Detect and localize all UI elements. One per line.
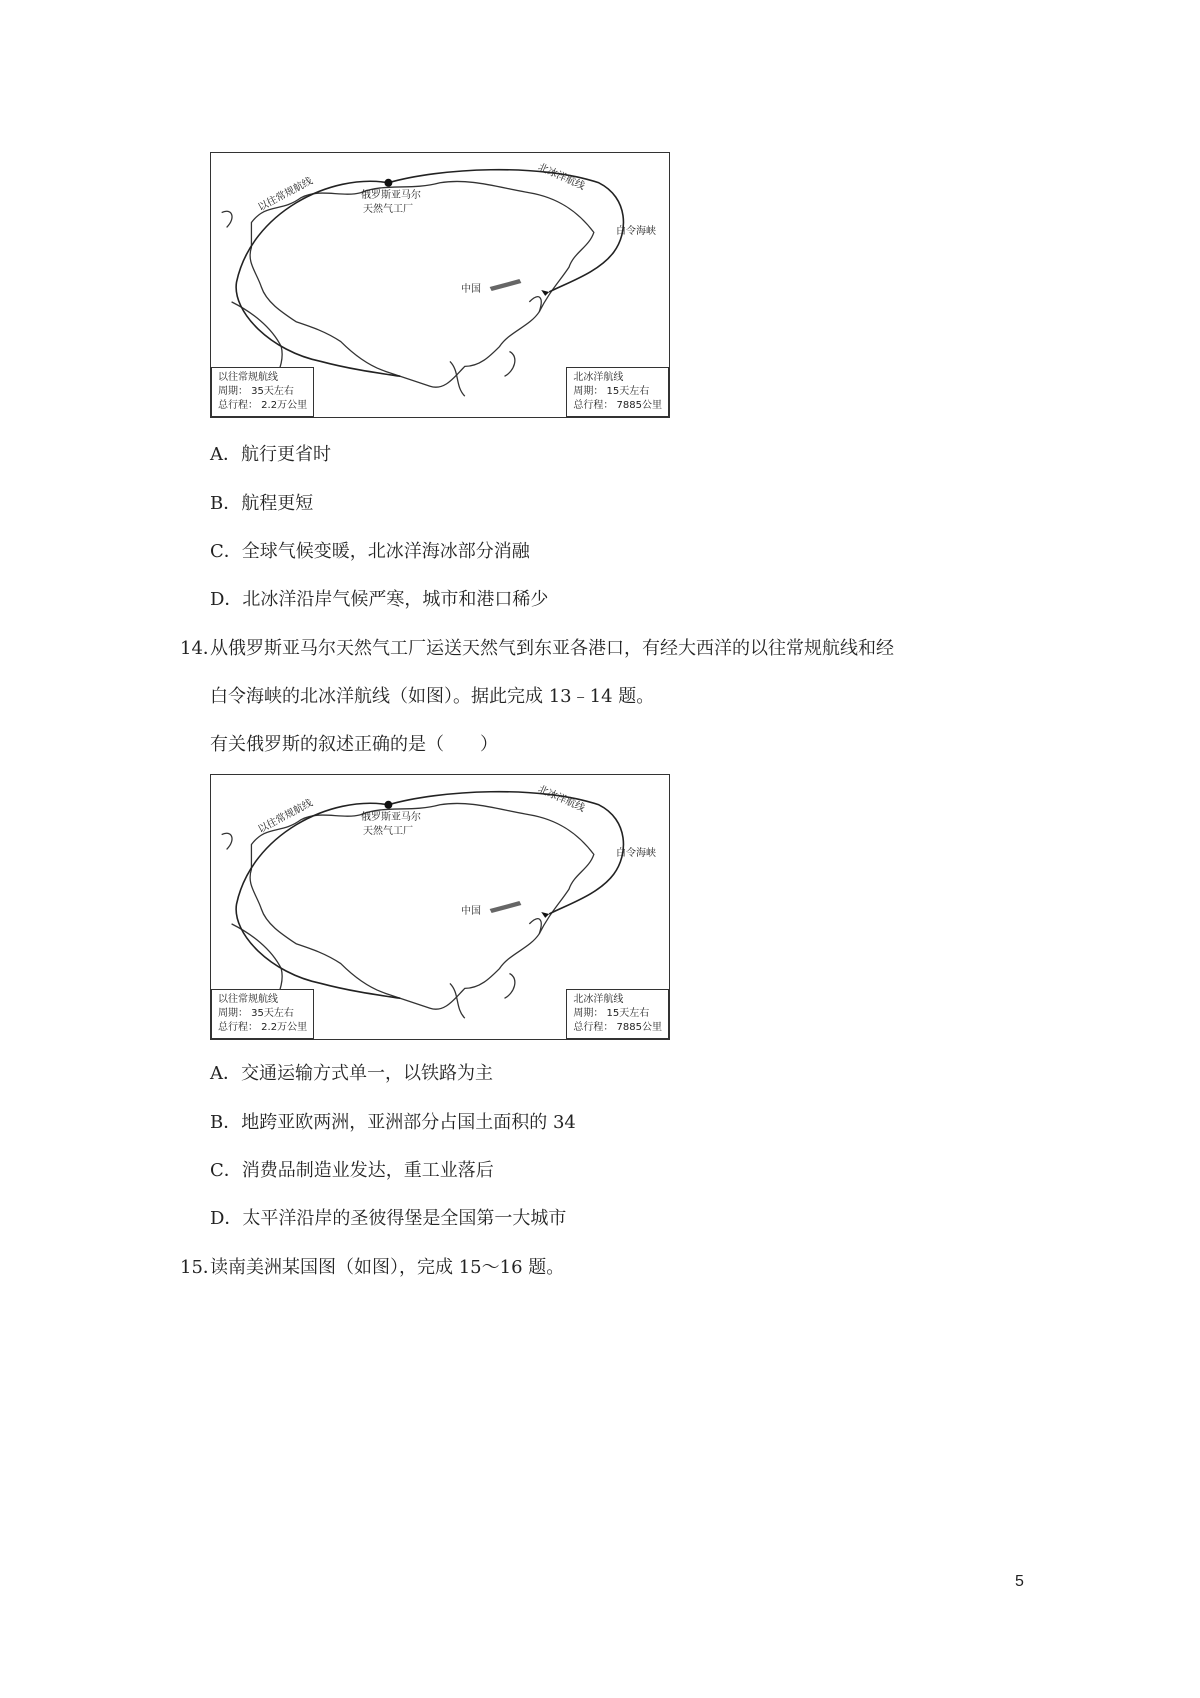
page-number: 5: [1015, 1573, 1024, 1590]
q13-option-d: D．北冰洋沿岸气候严寒，城市和港口稀少: [210, 589, 549, 610]
factory-label-1: 俄罗斯亚马尔: [361, 190, 421, 201]
arrow-marker: [541, 290, 549, 296]
arctic-box-cycle: 周期： 15天左右: [573, 386, 650, 397]
bering-label: 白令海峡: [616, 848, 656, 859]
old-box-distance: 总行程： 2.2万公里: [218, 1022, 308, 1033]
shading-patch: [490, 279, 522, 291]
old-route-label: 以往常规航线: [256, 797, 315, 836]
arctic-box-distance: 总行程： 7885公里: [573, 1022, 662, 1033]
q14-option-a: A．交通运输方式单一，以铁路为主: [210, 1063, 493, 1084]
shading-patch: [490, 901, 522, 913]
q14-number: 14．: [180, 638, 221, 659]
q14-prompt: 有关俄罗斯的叙述正确的是（ ）: [210, 734, 498, 755]
q14-option-d: D．太平洋沿岸的圣彼得堡是全国第一大城市: [210, 1208, 567, 1229]
q13-option-b: B．航程更短: [210, 493, 314, 514]
arctic-route-label: 北冰洋航线: [536, 161, 587, 193]
q15-text: 读南美洲某国图（如图），完成 15～16 题。: [210, 1257, 565, 1278]
arctic-box-cycle: 周期： 15天左右: [573, 1008, 650, 1019]
arctic-route-box: [566, 367, 669, 417]
q15-number: 15．: [180, 1257, 221, 1278]
china-label: 中国: [461, 906, 481, 917]
factory-marker: [384, 179, 392, 187]
old-box-cycle: 周期： 35天左右: [218, 1008, 294, 1019]
arrow-marker: [541, 912, 549, 918]
old-route-label: 以往常规航线: [256, 175, 315, 214]
china-label: 中国: [461, 284, 481, 295]
q14-line-1: 从俄罗斯亚马尔天然气工厂运送天然气到东亚各港口，有经大西洋的以往常规航线和经: [210, 638, 894, 659]
old-box-distance: 总行程： 2.2万公里: [218, 400, 308, 411]
arctic-box-title: 北冰洋航线: [573, 994, 624, 1005]
route-map-1: [210, 152, 670, 418]
old-box-title: 以往常规航线: [218, 372, 278, 383]
old-route-box: [211, 989, 314, 1039]
route-map-2: [210, 774, 670, 1040]
factory-label-2: 天然气工厂: [363, 826, 413, 837]
factory-label-2: 天然气工厂: [363, 204, 413, 215]
q13-option-c: C．全球气候变暖，北冰洋海冰部分消融: [210, 541, 530, 562]
arctic-box-distance: 总行程： 7885公里: [573, 400, 662, 411]
q14-line-2: 白令海峡的北冰洋航线（如图）。据此完成 13﹣14 题。: [210, 686, 655, 707]
arctic-route-box: [566, 989, 669, 1039]
old-box-cycle: 周期： 35天左右: [218, 386, 294, 397]
old-route-box: [211, 367, 314, 417]
q13-option-a: A．航行更省时: [210, 444, 331, 465]
q14-option-c: C．消费品制造业发达，重工业落后: [210, 1160, 494, 1181]
factory-marker: [384, 801, 392, 809]
arctic-box-title: 北冰洋航线: [573, 372, 624, 383]
arctic-route-label: 北冰洋航线: [536, 783, 587, 815]
q14-option-b: B．地跨亚欧两洲，亚洲部分占国土面积的 34: [210, 1112, 576, 1133]
bering-label: 白令海峡: [616, 226, 656, 237]
factory-label-1: 俄罗斯亚马尔: [361, 812, 421, 823]
old-box-title: 以往常规航线: [218, 994, 278, 1005]
